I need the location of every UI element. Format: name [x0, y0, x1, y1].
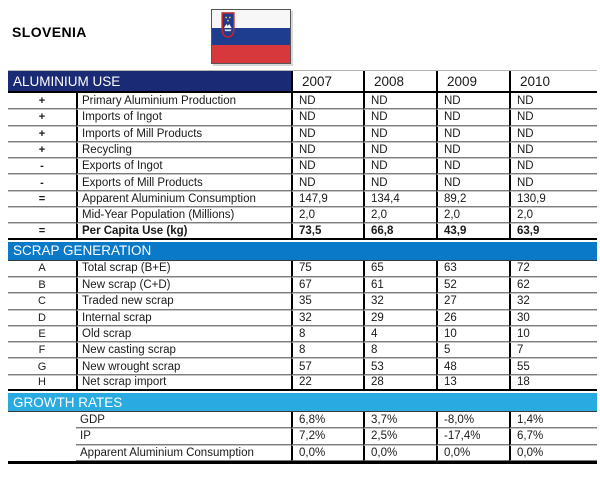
row-value-2007: ND: [291, 142, 363, 158]
row-label: Apparent Aluminium Consumption: [76, 191, 291, 207]
row-value-2008: 134,4: [363, 191, 436, 207]
flag-stripe-red: [212, 45, 290, 63]
row-value-2009: 63: [436, 261, 509, 277]
row-value-2009: 26: [436, 310, 509, 326]
row-value-2007: ND: [291, 126, 363, 142]
row-value-2008: 29: [363, 310, 436, 326]
row-value-2007: 67: [291, 277, 363, 293]
row-value-2010: 6,7%: [509, 428, 597, 444]
row-value-2008: 32: [363, 293, 436, 309]
row-label: Total scrap (B+E): [76, 261, 291, 277]
row-value-2007: 35: [291, 293, 363, 309]
section-header-scrap-generation: SCRAP GENERATION: [8, 242, 597, 261]
row-value-2010: ND: [509, 126, 597, 142]
row-sign: [8, 412, 76, 428]
row-value-2007: 7,2%: [291, 428, 363, 444]
row-value-2008: 0,0%: [363, 445, 436, 461]
table-row: [8, 93, 597, 109]
row-label: Internal scrap: [76, 310, 291, 326]
row-value-2010: 130,9: [509, 191, 597, 207]
row-label: Recycling: [76, 142, 291, 158]
row-value-2009: 89,2: [436, 191, 509, 207]
table-row: [8, 207, 597, 223]
data-table: [8, 70, 597, 464]
row-value-2008: ND: [363, 158, 436, 174]
table-row: [8, 277, 597, 293]
row-sign: +: [8, 93, 76, 109]
row-value-2010: ND: [509, 158, 597, 174]
year-column-header-2010: 2010: [509, 71, 597, 91]
row-value-2009: 43,9: [436, 223, 509, 239]
row-value-2008: ND: [363, 174, 436, 190]
row-value-2010: 62: [509, 277, 597, 293]
row-value-2009: ND: [436, 93, 509, 109]
row-label: Net scrap import: [76, 375, 291, 391]
row-value-2007: 57: [291, 358, 363, 374]
table-row: [8, 310, 597, 326]
row-value-2007: 73,5: [291, 223, 363, 239]
row-value-2008: ND: [363, 109, 436, 125]
row-value-2010: ND: [509, 109, 597, 125]
row-label: Imports of Mill Products: [76, 126, 291, 142]
row-label: GDP: [76, 412, 291, 428]
row-value-2008: ND: [363, 93, 436, 109]
table-row: [8, 261, 597, 277]
table-row: [8, 342, 597, 358]
row-value-2010: 32: [509, 293, 597, 309]
row-value-2008: 2,0: [363, 207, 436, 223]
row-value-2007: 8: [291, 326, 363, 342]
row-value-2008: 66,8: [363, 223, 436, 239]
row-value-2010: 18: [509, 375, 597, 391]
row-label: Primary Aluminium Production: [76, 93, 291, 109]
table-row: [8, 326, 597, 342]
row-value-2009: -17,4%: [436, 428, 509, 444]
table-row: [8, 358, 597, 374]
row-value-2007: 0,0%: [291, 445, 363, 461]
row-value-2009: ND: [436, 126, 509, 142]
row-sign: -: [8, 174, 76, 190]
table-row: [8, 109, 597, 125]
row-value-2008: 61: [363, 277, 436, 293]
row-sign: C: [8, 293, 76, 309]
row-value-2008: 28: [363, 375, 436, 391]
row-label: Exports of Ingot: [76, 158, 291, 174]
table-bottom-rule: [8, 461, 597, 464]
year-column-header-2007: 2007: [291, 71, 363, 91]
row-value-2008: ND: [363, 142, 436, 158]
row-value-2010: ND: [509, 142, 597, 158]
row-value-2009: -8,0%: [436, 412, 509, 428]
row-value-2010: 55: [509, 358, 597, 374]
row-value-2009: ND: [436, 158, 509, 174]
row-value-2007: 8: [291, 342, 363, 358]
row-label: New casting scrap: [76, 342, 291, 358]
row-sign: D: [8, 310, 76, 326]
row-label: Exports of Mill Products: [76, 174, 291, 190]
row-value-2009: 27: [436, 293, 509, 309]
row-value-2007: 75: [291, 261, 363, 277]
row-sign: +: [8, 109, 76, 125]
row-value-2008: 53: [363, 358, 436, 374]
row-label: Mid-Year Population (Millions): [76, 207, 291, 223]
table-row: [8, 158, 597, 174]
slovenia-coat-of-arms-icon: [221, 12, 235, 38]
row-value-2007: 22: [291, 375, 363, 391]
row-sign: E: [8, 326, 76, 342]
row-value-2009: 10: [436, 326, 509, 342]
table-row: [8, 375, 597, 391]
row-value-2007: 147,9: [291, 191, 363, 207]
row-value-2009: 13: [436, 375, 509, 391]
row-sign: [8, 445, 76, 461]
row-value-2008: 2,5%: [363, 428, 436, 444]
row-value-2010: 7: [509, 342, 597, 358]
row-label: Imports of Ingot: [76, 109, 291, 125]
row-value-2007: ND: [291, 158, 363, 174]
row-label: New wrought scrap: [76, 358, 291, 374]
section-header-aluminium-use: ALUMINIUM USE: [8, 71, 291, 91]
row-value-2010: 30: [509, 310, 597, 326]
table-row: [8, 174, 597, 190]
row-value-2008: 65: [363, 261, 436, 277]
row-sign: +: [8, 126, 76, 142]
row-value-2010: 72: [509, 261, 597, 277]
row-value-2010: 0,0%: [509, 445, 597, 461]
row-label: IP: [76, 428, 291, 444]
year-column-header-2009: 2009: [436, 71, 509, 91]
row-value-2009: 2,0: [436, 207, 509, 223]
table-row: [8, 142, 597, 158]
slovenia-flag: [211, 9, 291, 64]
row-value-2010: 63,9: [509, 223, 597, 239]
row-value-2010: ND: [509, 174, 597, 190]
row-value-2009: 52: [436, 277, 509, 293]
row-value-2010: ND: [509, 93, 597, 109]
row-value-2009: 48: [436, 358, 509, 374]
section-rows-growth-rates: [8, 412, 597, 461]
row-value-2009: ND: [436, 174, 509, 190]
table-row: [8, 412, 597, 428]
row-sign: B: [8, 277, 76, 293]
row-value-2007: ND: [291, 93, 363, 109]
row-sign: [8, 207, 76, 223]
row-value-2009: 0,0%: [436, 445, 509, 461]
row-sign: +: [8, 142, 76, 158]
country-title: SLOVENIA: [12, 24, 87, 40]
row-label: Apparent Aluminium Consumption: [76, 445, 291, 461]
section-header-growth-rates: GROWTH RATES: [8, 393, 597, 412]
row-sign: [8, 428, 76, 444]
row-value-2007: 6,8%: [291, 412, 363, 428]
table-row: [8, 223, 597, 239]
row-value-2008: 8: [363, 342, 436, 358]
table-row: [8, 428, 597, 444]
row-value-2007: ND: [291, 174, 363, 190]
table-row: [8, 191, 597, 207]
section-rows-aluminium-use: [8, 93, 597, 240]
year-column-header-2008: 2008: [363, 71, 436, 91]
row-sign: -: [8, 158, 76, 174]
row-label: Old scrap: [76, 326, 291, 342]
row-value-2009: ND: [436, 109, 509, 125]
row-sign: F: [8, 342, 76, 358]
table-row: [8, 126, 597, 142]
row-value-2007: 2,0: [291, 207, 363, 223]
row-value-2010: 2,0: [509, 207, 597, 223]
row-label: Traded new scrap: [76, 293, 291, 309]
row-value-2007: ND: [291, 109, 363, 125]
row-value-2010: 1,4%: [509, 412, 597, 428]
table-header-row: [8, 70, 597, 93]
table-row: [8, 445, 597, 461]
row-sign: G: [8, 358, 76, 374]
row-value-2007: 32: [291, 310, 363, 326]
row-value-2008: 3,7%: [363, 412, 436, 428]
table-row: [8, 293, 597, 309]
row-sign: =: [8, 223, 76, 239]
row-value-2008: 4: [363, 326, 436, 342]
row-label: New scrap (C+D): [76, 277, 291, 293]
row-value-2008: ND: [363, 126, 436, 142]
row-sign: H: [8, 375, 76, 391]
row-value-2010: 10: [509, 326, 597, 342]
row-sign: A: [8, 261, 76, 277]
row-sign: =: [8, 191, 76, 207]
row-value-2009: ND: [436, 142, 509, 158]
section-rows-scrap-generation: [8, 261, 597, 391]
row-label: Per Capita Use (kg): [76, 223, 291, 239]
row-value-2009: 5: [436, 342, 509, 358]
